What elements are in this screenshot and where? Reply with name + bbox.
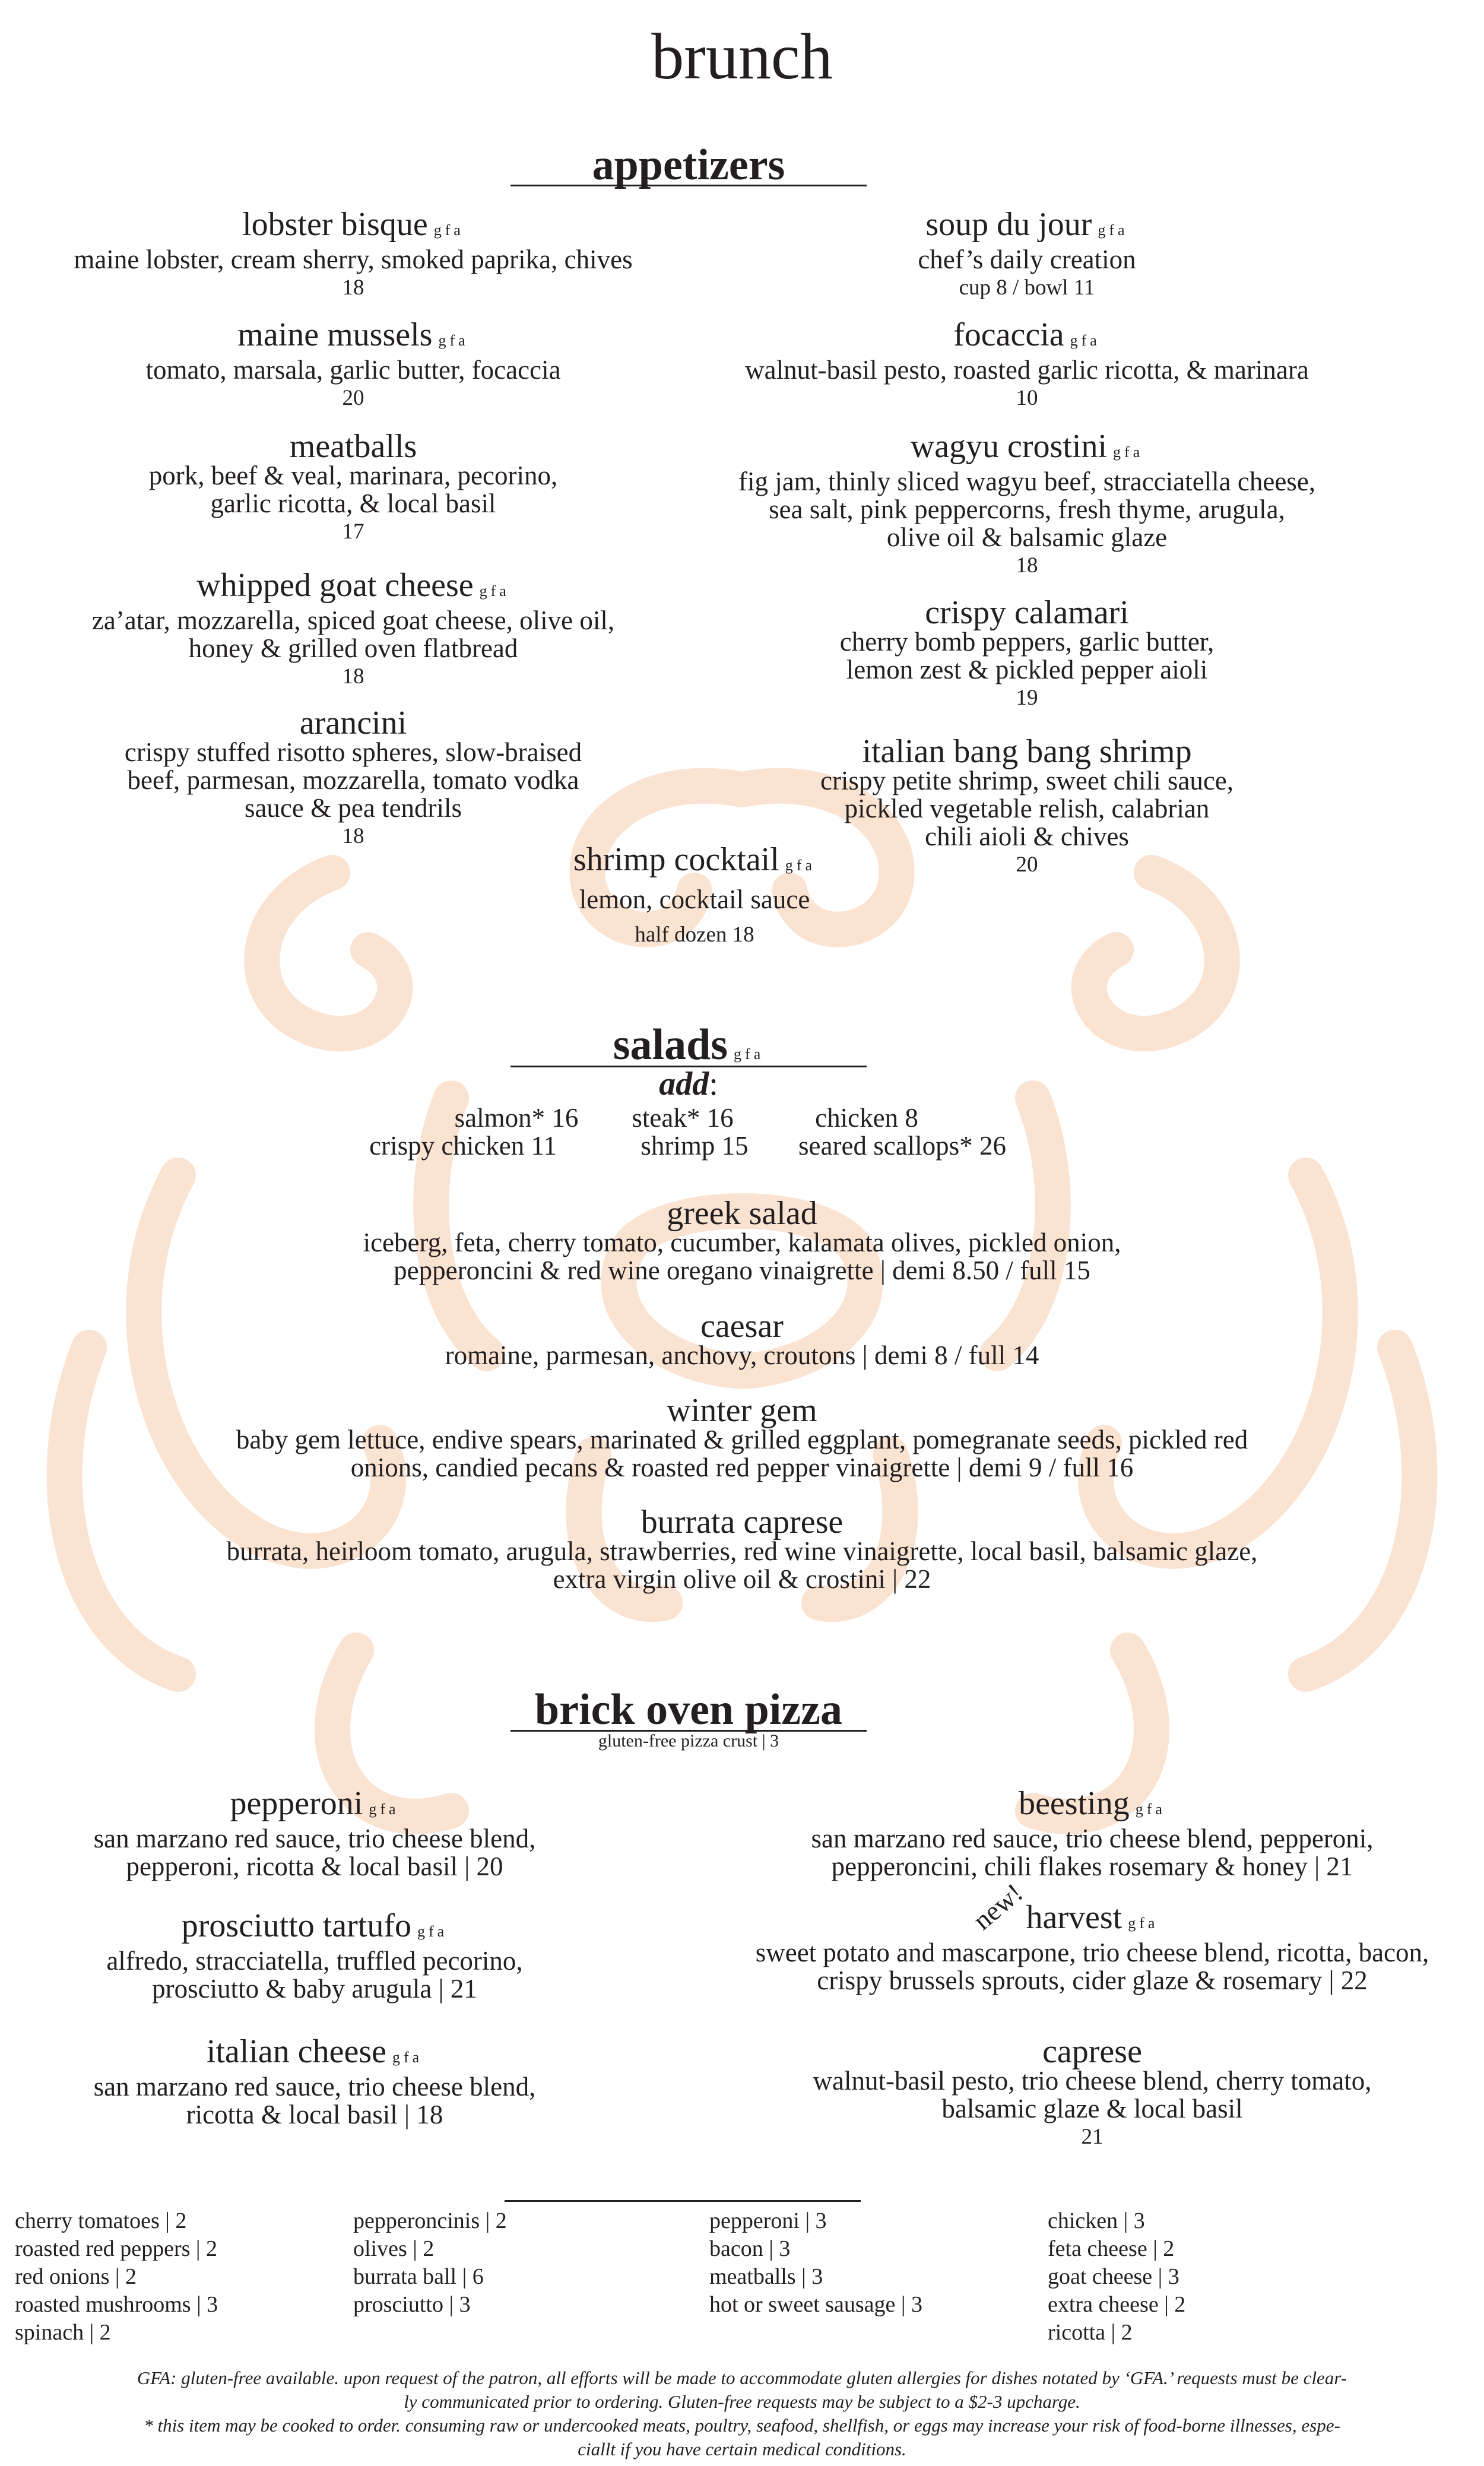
gfa-tag: gfa (1128, 1915, 1159, 1932)
item-name: shrimp cocktail (573, 841, 779, 878)
gfa-tag: gfa (785, 857, 816, 874)
item-description: lemon, cocktail sauce (579, 885, 810, 914)
item-description: olive oil & balsamic glaze (886, 522, 1168, 552)
gfa-tag: gfa (438, 332, 469, 349)
item-description: pork, beef & veal, marinara, pecorino, (148, 461, 558, 490)
toppings-column (15, 2207, 347, 2347)
item-description: onions, candied pecans & roasted red pepper vinaigrette | demi 9 / full 16 (350, 1453, 1134, 1482)
item-name: soup du jour (925, 206, 1092, 243)
item-name: caesar (700, 1308, 784, 1345)
menu-item (683, 316, 1371, 412)
item-description: fig jam, thinly sliced wagyu beef, stracciatella cheese, (738, 467, 1316, 496)
item-description: crispy stuffed risotto spheres, slow-braised (124, 737, 582, 767)
topping-item: pepperoncinis | 2 (353, 2208, 507, 2233)
topping-item: prosciutto | 3 (353, 2292, 471, 2317)
item-description: prosciutto & baby arugula | 21 (152, 1974, 477, 2004)
item-description: romaine, parmesan, anchovy, croutons | demi 8 / full 14 (445, 1340, 1039, 1370)
menu-item (12, 206, 695, 302)
pizza-item (12, 1785, 617, 1881)
pizza-item (12, 2033, 617, 2129)
item-name: greek salad (667, 1195, 817, 1232)
item-description: garlic ricotta, & local basil (210, 489, 496, 518)
item-name: beesting (1019, 1785, 1130, 1822)
item-price: 18 (342, 275, 364, 300)
item-name: harvest (1026, 1899, 1122, 1936)
menu-item (683, 428, 1371, 579)
gfa-tag: gfa (369, 1801, 399, 1818)
item-price: 20 (1016, 852, 1038, 877)
gfa-tag: gfa (417, 1923, 448, 1940)
item-name: meatballs (289, 428, 417, 465)
item-description: pepperoni, ricotta & local basil | 20 (126, 1852, 503, 1881)
gfa-tag: gfa (734, 1045, 765, 1063)
menu-item (12, 428, 695, 546)
toppings-column (353, 2207, 686, 2319)
item-description: pickled vegetable relish, calabrian (844, 794, 1210, 823)
menu-item (683, 594, 1371, 712)
add-option: crispy chicken 11 (369, 1131, 557, 1161)
item-price: half dozen 18 (635, 923, 754, 947)
footer-note (0, 2366, 1484, 2461)
toppings-column (709, 2207, 1042, 2319)
pizza-heading: brick oven pizza (535, 1685, 842, 1734)
footer-line: * this item may be cooked to order. consuming raw or undercooked meats, poultry, seafood, shellfish, or eggs may increase your risk of food-borne illnesses, espe- (144, 2415, 1340, 2436)
item-price: 18 (1016, 553, 1038, 578)
item-description: cherry bomb peppers, garlic butter, (839, 627, 1215, 657)
item-description: walnut-basil pesto, trio cheese blend, cherry tomato, (813, 2066, 1372, 2096)
gfa-tag: gfa (1070, 332, 1101, 349)
item-description: chef’s daily creation (918, 245, 1136, 274)
topping-item: burrata ball | 6 (353, 2264, 484, 2289)
item-name: maine mussels (237, 316, 433, 353)
footer-line: ciallt if you have certain medical conditions. (578, 2439, 906, 2459)
item-name: crispy calamari (925, 594, 1129, 631)
item-description: beef, parmesan, mozzarella, tomato vodka (127, 765, 579, 795)
item-name: burrata caprese (640, 1504, 844, 1541)
item-name: pepperoni (230, 1785, 363, 1822)
gfa-tag: gfa (392, 2049, 423, 2066)
topping-item: roasted mushrooms | 3 (15, 2292, 218, 2317)
add-option: seared scallops* 26 (798, 1131, 1006, 1161)
topping-item: bacon | 3 (709, 2236, 791, 2261)
add-word: add (659, 1066, 709, 1102)
pizza-subtext: gluten-free pizza crust | 3 (598, 1731, 779, 1751)
item-name: focaccia (953, 316, 1064, 353)
item-description: san marzano red sauce, trio cheese blend, (93, 1824, 536, 1853)
topping-item: ricotta | 2 (1048, 2320, 1133, 2345)
item-price: 21 (1081, 2125, 1104, 2149)
item-description: tomato, marsala, garlic butter, focaccia (145, 355, 561, 385)
menu-item (683, 206, 1371, 302)
item-name: arancini (299, 705, 407, 741)
salads-title: salads (613, 1020, 728, 1069)
gfa-tag: gfa (1135, 1801, 1166, 1818)
item-description: pepperoncini & red wine oregano vinaigrette | demi 8.50 / full 15 (394, 1256, 1090, 1285)
topping-item: spinach | 2 (15, 2320, 111, 2345)
item-description: sauce & pea tendrils (244, 793, 462, 823)
item-description: baby gem lettuce, endive spears, marinated & grilled eggplant, pomegranate seeds, pickled red (236, 1425, 1248, 1454)
add-option: steak* 16 (632, 1103, 734, 1133)
item-description: extra virgin olive oil & crostini | 22 (553, 1564, 931, 1594)
item-description: iceberg, feta, cherry tomato, cucumber, kalamata olives, pickled onion, (363, 1228, 1121, 1257)
gfa-tag: gfa (1098, 221, 1128, 239)
topping-item: roasted red peppers | 2 (15, 2236, 218, 2261)
item-price: 18 (342, 664, 364, 689)
add-colon: : (709, 1066, 718, 1102)
topping-item: feta cheese | 2 (1048, 2236, 1175, 2261)
item-description: walnut-basil pesto, roasted garlic ricotta, & marinara (745, 355, 1309, 385)
item-name: prosciutto tartufo (181, 1907, 412, 1944)
topping-item: goat cheese | 3 (1048, 2264, 1179, 2289)
item-description: burrata, heirloom tomato, arugula, strawberries, red wine vinaigrette, local basil, balsamic glaze, (226, 1536, 1258, 1566)
add-option: salmon* 16 (454, 1103, 579, 1133)
toppings-rule (505, 2200, 861, 2202)
footer-line: GFA: gluten-free available. upon request of the patron, all efforts will be made to accommodate gluten allergies for dishes notated by ‘GFA.’ requests must be clear- (137, 2367, 1347, 2388)
add-option: shrimp 15 (640, 1131, 749, 1161)
item-description: chili aioli & chives (925, 822, 1129, 851)
item-description: lemon zest & pickled pepper aioli (846, 655, 1208, 684)
add-option: chicken 8 (815, 1103, 918, 1133)
add-label (510, 1066, 867, 1102)
item-name: caprese (1042, 2033, 1142, 2070)
salad-item (89, 1195, 1395, 1285)
item-description: sweet potato and mascarpone, trio cheese blend, ricotta, bacon, (755, 1938, 1429, 1967)
item-price: 20 (342, 386, 364, 410)
item-name: italian cheese (206, 2033, 386, 2070)
topping-item: hot or sweet sausage | 3 (709, 2292, 923, 2317)
item-description: alfredo, stracciatella, truffled pecorino, (106, 1946, 523, 1976)
topping-item: cherry tomatoes | 2 (15, 2208, 187, 2233)
pizza-item (712, 1899, 1472, 1995)
item-description: maine lobster, cream sherry, smoked paprika, chives (74, 245, 633, 274)
toppings-column (1048, 2207, 1380, 2347)
topping-item: meatballs | 3 (709, 2264, 823, 2289)
menu-item (12, 705, 695, 850)
item-name: wagyu crostini (910, 428, 1108, 465)
menu-item-center (487, 841, 902, 949)
menu-item (12, 316, 695, 412)
topping-item: chicken | 3 (1048, 2208, 1145, 2233)
item-description: honey & grilled oven flatbread (188, 633, 518, 663)
menu-item (12, 567, 695, 690)
item-description: pepperoncini, chili flakes rosemary & honey | 21 (831, 1852, 1353, 1881)
item-description: crispy brussels sprouts, cider glaze & rosemary | 22 (817, 1966, 1368, 1995)
salad-item (89, 1504, 1395, 1594)
new-badge: new! (967, 1877, 1029, 1936)
pizza-item (712, 1785, 1472, 1881)
page-title: brunch (651, 20, 833, 93)
item-description: ricotta & local basil | 18 (186, 2100, 443, 2129)
item-description: sea salt, pink peppercorns, fresh thyme, arugula, (769, 495, 1285, 524)
salad-item (89, 1308, 1395, 1370)
salad-item (89, 1392, 1395, 1482)
topping-item: olives | 2 (353, 2236, 435, 2261)
gfa-tag: gfa (479, 582, 510, 600)
item-price: 17 (342, 519, 364, 544)
item-description: san marzano red sauce, trio cheese blend, (93, 2072, 536, 2102)
item-price: cup 8 / bowl 11 (959, 275, 1095, 300)
gfa-tag: gfa (433, 221, 464, 239)
pizza-item (12, 1907, 617, 2004)
item-price: 18 (342, 824, 364, 848)
item-description: crispy petite shrimp, sweet chili sauce, (820, 766, 1234, 795)
topping-item: pepperoni | 3 (709, 2208, 827, 2233)
item-name: italian bang bang shrimp (862, 733, 1192, 770)
item-description: balsamic glaze & local basil (941, 2094, 1243, 2123)
pizza-item (712, 2033, 1472, 2151)
item-description: san marzano red sauce, trio cheese blend, pepperoni, (811, 1824, 1374, 1853)
footer-line: ly communicated prior to ordering. Gluten-free requests may be subject to a $2-3 upcharge. (404, 2391, 1080, 2412)
item-price: 19 (1016, 686, 1038, 710)
topping-item: red onions | 2 (15, 2264, 137, 2289)
item-price: 10 (1016, 386, 1038, 410)
item-description: za’atar, mozzarella, spiced goat cheese, olive oil, (91, 606, 615, 635)
item-name: whipped goat cheese (196, 567, 474, 604)
item-name: lobster bisque (242, 206, 428, 243)
item-name: winter gem (667, 1392, 817, 1429)
topping-item: extra cheese | 2 (1048, 2292, 1186, 2317)
appetizers-heading: appetizers (592, 141, 785, 189)
gfa-tag: gfa (1113, 443, 1144, 461)
appetizers-rule (510, 185, 867, 186)
